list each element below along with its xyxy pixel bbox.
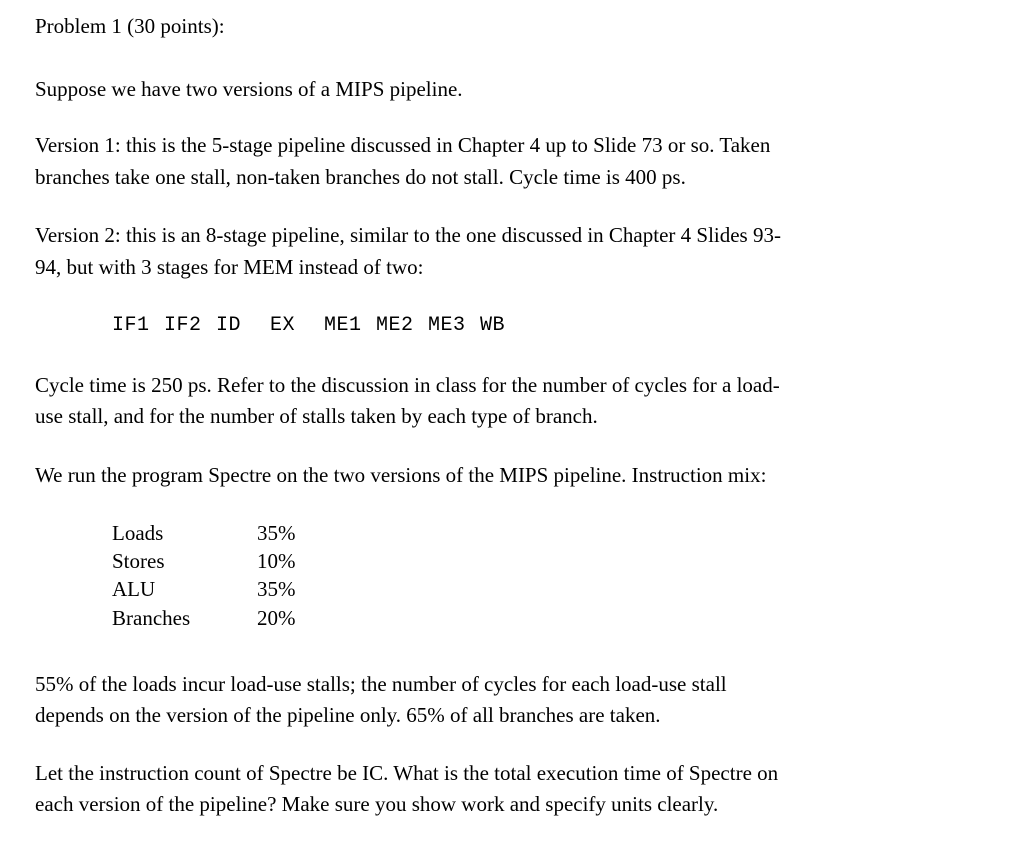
version2-line2: 94, but with 3 stages for MEM instead of two:	[35, 255, 424, 279]
mix-value: 10%	[257, 549, 296, 573]
problem-title: Problem 1 (30 points):	[35, 14, 225, 38]
version1-line2: branches take one stall, non-taken branches do not stall. Cycle time is 400 ps.	[35, 165, 686, 189]
mix-value: 35%	[257, 577, 296, 601]
mix-label: Stores	[112, 549, 165, 573]
stalls-line1: 55% of the loads incur load-use stalls; the number of cycles for each load-use stall	[35, 672, 727, 696]
cycle-time-line2: use stall, and for the number of stalls taken by each type of branch.	[35, 404, 598, 428]
mix-value: 20%	[257, 606, 296, 630]
question-line1: Let the instruction count of Spectre be IC. What is the total execution time of Spectre on	[35, 761, 779, 785]
mix-label: Loads	[112, 521, 164, 545]
version2-line1: Version 2: this is an 8-stage pipeline, similar to the one discussed in Chapter 4 Slides 93-	[35, 223, 781, 247]
mix-label: Branches	[112, 606, 191, 630]
mix-label: ALU	[112, 577, 156, 601]
cycle-time-line1: Cycle time is 250 ps. Refer to the discussion in class for the number of cycles for a load-	[35, 373, 780, 397]
run-text: We run the program Spectre on the two versions of the MIPS pipeline. Instruction mix:	[35, 463, 767, 487]
intro-text: Suppose we have two versions of a MIPS pipeline.	[35, 77, 463, 101]
pipeline-stages: IF1 IF2 ID EX ME1 ME2 ME3 WB	[112, 314, 506, 337]
stalls-line2: depends on the version of the pipeline only. 65% of all branches are taken.	[35, 703, 661, 727]
question-line2: each version of the pipeline? Make sure you show work and specify units clearly.	[35, 792, 719, 816]
version1-line1: Version 1: this is the 5-stage pipeline discussed in Chapter 4 up to Slide 73 or so. Taken	[35, 133, 771, 157]
mix-value: 35%	[257, 521, 296, 545]
